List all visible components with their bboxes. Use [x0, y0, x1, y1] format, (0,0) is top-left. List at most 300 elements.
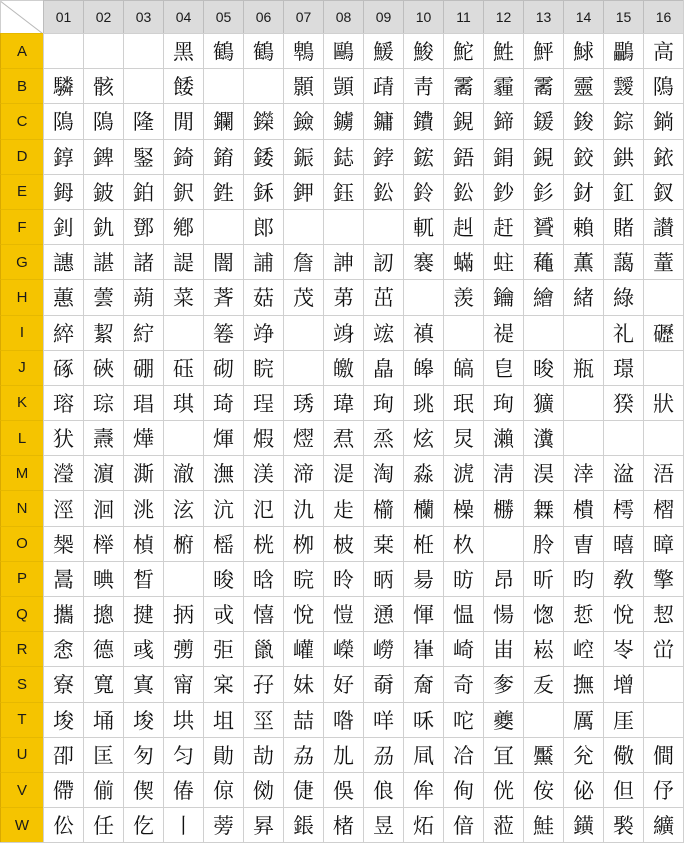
- grid-cell: 琪: [163, 385, 203, 420]
- grid-cell: 綷: [43, 315, 83, 350]
- grid-cell: 犾: [43, 420, 83, 455]
- grid-cell: 纊: [643, 807, 683, 842]
- row-header: P: [0, 561, 43, 596]
- grid-cell: 炫: [403, 420, 443, 455]
- column-header: 14: [563, 0, 603, 33]
- row-header: Q: [0, 596, 43, 631]
- grid-cell: 椝: [43, 526, 83, 561]
- grid-cell: 奓: [483, 666, 523, 701]
- grid-cell: 鮻: [403, 33, 443, 68]
- grid-cell: 涇: [43, 490, 83, 525]
- grid-cell: 嶸: [323, 631, 363, 666]
- grid-cell: 霾: [483, 68, 523, 103]
- grid-cell: 暲: [643, 526, 683, 561]
- grid-cell: 刕: [363, 737, 403, 772]
- grid-cell: 晙: [523, 350, 563, 385]
- grid-cell: 繪: [523, 279, 563, 314]
- grid-cell: 隆: [123, 103, 163, 138]
- grid-cell: 箞: [203, 315, 243, 350]
- grid-cell: [603, 420, 643, 455]
- grid-cell: 昂: [483, 561, 523, 596]
- grid-cell: [483, 526, 523, 561]
- grid-cell: 劦: [283, 737, 323, 772]
- grid-cell: 蕫: [643, 244, 683, 279]
- grid-cell: 睆: [243, 350, 283, 385]
- grid-cell: 竤: [363, 315, 403, 350]
- grid-cell: 倢: [283, 772, 323, 807]
- grid-cell: 悆: [43, 631, 83, 666]
- grid-cell: 丨: [163, 807, 203, 842]
- grid-cell: 鈆: [363, 174, 403, 209]
- grid-cell: 厲: [563, 702, 603, 737]
- grid-cell: [163, 315, 203, 350]
- grid-cell: 好: [323, 666, 363, 701]
- grid-cell: 闇: [203, 244, 243, 279]
- grid-cell: 鋿: [643, 103, 683, 138]
- grid-cell: 鋧: [443, 103, 483, 138]
- grid-cell: 砌: [203, 350, 243, 385]
- grid-cell: 愓: [483, 596, 523, 631]
- grid-cell: 郎: [243, 209, 283, 244]
- grid-cell: 洄: [83, 490, 123, 525]
- grid-cell: 釭: [603, 174, 643, 209]
- grid-cell: 禛: [403, 315, 443, 350]
- grid-cell: 紵: [123, 315, 163, 350]
- grid-cell: 羡: [443, 279, 483, 314]
- grid-cell: 欗: [403, 490, 443, 525]
- grid-cell: 寘: [123, 666, 163, 701]
- column-header: 11: [443, 0, 483, 33]
- grid-cell: 硺: [43, 350, 83, 385]
- grid-cell: 晙: [203, 561, 243, 596]
- grid-cell: 攜: [43, 596, 83, 631]
- grid-cell: 槢: [643, 490, 683, 525]
- row-header: R: [0, 631, 43, 666]
- grid-cell: 竫: [243, 315, 283, 350]
- column-header: 15: [603, 0, 643, 33]
- column-header: 10: [403, 0, 443, 33]
- grid-cell: 賭: [603, 209, 643, 244]
- grid-cell: 諸: [123, 244, 163, 279]
- grid-cell: [403, 279, 443, 314]
- grid-cell: 僀: [43, 772, 83, 807]
- grid-cell: 苐: [323, 279, 363, 314]
- grid-cell: 撫: [563, 666, 603, 701]
- grid-cell: [563, 315, 603, 350]
- grid-cell: 涬: [563, 455, 603, 490]
- grid-cell: 但: [603, 772, 643, 807]
- grid-cell: 泫: [163, 490, 203, 525]
- grid-cell: 賴: [563, 209, 603, 244]
- grid-cell: 甯: [163, 666, 203, 701]
- grid-cell: 鶴: [243, 33, 283, 68]
- grid-cell: 靑: [403, 68, 443, 103]
- grid-cell: 錗: [243, 139, 283, 174]
- grid-cell: 錞: [43, 139, 83, 174]
- grid-cell: 柀: [323, 526, 363, 561]
- grid-cell: 鈹: [83, 174, 123, 209]
- grid-cell: 鈬: [163, 174, 203, 209]
- grid-cell: 樻: [563, 490, 603, 525]
- grid-cell: 晪: [83, 561, 123, 596]
- grid-cell: [643, 702, 683, 737]
- grid-cell: 鷗: [323, 33, 363, 68]
- grid-cell: 煇: [203, 420, 243, 455]
- grid-cell: 橆: [523, 490, 563, 525]
- grid-cell: 琩: [123, 385, 163, 420]
- grid-cell: 伀: [43, 807, 83, 842]
- grid-cell: 靈: [563, 68, 603, 103]
- grid-cell: 咩: [363, 702, 403, 737]
- grid-cell: [43, 33, 83, 68]
- grid-cell: 德: [83, 631, 123, 666]
- grid-cell: 釤: [523, 174, 563, 209]
- grid-cell: 朎: [523, 526, 563, 561]
- grid-cell: 鐄: [563, 807, 603, 842]
- grid-cell: 訷: [323, 244, 363, 279]
- grid-cell: 鉀: [283, 174, 323, 209]
- grid-cell: 埇: [83, 702, 123, 737]
- grid-cell: 顥: [283, 68, 323, 103]
- column-header: 04: [163, 0, 203, 33]
- grid-cell: 皀: [483, 350, 523, 385]
- grid-cell: 鈔: [483, 174, 523, 209]
- row-header: L: [0, 420, 43, 455]
- grid-cell: 抦: [163, 596, 203, 631]
- grid-cell: 匀: [163, 737, 203, 772]
- grid-cell: 鉧: [43, 174, 83, 209]
- column-header: 06: [243, 0, 283, 33]
- grid-cell: 鑅: [243, 103, 283, 138]
- grid-cell: 凬: [403, 737, 443, 772]
- grid-cell: 曺: [563, 526, 603, 561]
- column-header: 16: [643, 0, 683, 33]
- grid-cell: 釮: [563, 174, 603, 209]
- grid-cell: [123, 68, 163, 103]
- column-header: 07: [283, 0, 323, 33]
- grid-cell: 嶗: [363, 631, 403, 666]
- grid-cell: 靕: [363, 68, 403, 103]
- grid-cell: 浯: [643, 455, 683, 490]
- grid-cell: [563, 385, 603, 420]
- grid-cell: 緒: [563, 279, 603, 314]
- grid-cell: 卲: [43, 737, 83, 772]
- grid-cell: 奇: [443, 666, 483, 701]
- grid-cell: 錍: [83, 139, 123, 174]
- grid-cell: 菇: [243, 279, 283, 314]
- grid-cell: [363, 209, 403, 244]
- grid-cell: 猤: [603, 385, 643, 420]
- grid-cell: 昕: [523, 561, 563, 596]
- grid-cell: 霱: [443, 68, 483, 103]
- grid-cell: 珣: [363, 385, 403, 420]
- row-header: A: [0, 33, 43, 68]
- grid-cell: 湜: [323, 455, 363, 490]
- grid-cell: 桄: [243, 526, 283, 561]
- row-header: S: [0, 666, 43, 701]
- grid-cell: 軏: [403, 209, 443, 244]
- grid-cell: 珵: [243, 385, 283, 420]
- grid-cell: 暿: [603, 526, 643, 561]
- grid-cell: 偆: [163, 772, 203, 807]
- grid-cell: 楨: [123, 526, 163, 561]
- grid-cell: 赶: [483, 209, 523, 244]
- row-header: G: [0, 244, 43, 279]
- grid-cell: 匇: [123, 737, 163, 772]
- grid-cell: 蕙: [43, 279, 83, 314]
- grid-cell: 絜: [83, 315, 123, 350]
- column-header: 05: [203, 0, 243, 33]
- grid-cell: 宲: [203, 666, 243, 701]
- grid-cell: 琇: [283, 385, 323, 420]
- grid-cell: 炻: [403, 807, 443, 842]
- grid-cell: 蒴: [123, 279, 163, 314]
- grid-cell: 洮: [123, 490, 163, 525]
- grid-cell: 隝: [643, 68, 683, 103]
- grid-cell: 淼: [403, 455, 443, 490]
- grid-cell: 蒡: [203, 807, 243, 842]
- grid-cell: 砡: [163, 350, 203, 385]
- grid-cell: 璟: [603, 350, 643, 385]
- column-header: 01: [43, 0, 83, 33]
- grid-cell: 崎: [443, 631, 483, 666]
- grid-cell: 瑢: [43, 385, 83, 420]
- grid-cell: 鉌: [243, 174, 283, 209]
- grid-cell: 厓: [603, 702, 643, 737]
- grid-cell: 淸: [483, 455, 523, 490]
- grid-cell: 薫: [563, 244, 603, 279]
- grid-cell: 淘: [363, 455, 403, 490]
- grid-cell: 赳: [443, 209, 483, 244]
- grid-cell: 昜: [403, 561, 443, 596]
- grid-cell: 歨: [323, 490, 363, 525]
- grid-cell: 榉: [83, 526, 123, 561]
- grid-cell: 慂: [363, 596, 403, 631]
- grid-cell: 鐱: [283, 103, 323, 138]
- grid-cell: 悊: [563, 596, 603, 631]
- grid-cell: 寬: [83, 666, 123, 701]
- grid-cell: 餧: [163, 68, 203, 103]
- row-header: H: [0, 279, 43, 314]
- grid-cell: 煆: [243, 420, 283, 455]
- grid-cell: 鉑: [123, 174, 163, 209]
- grid-cell: 恝: [643, 596, 683, 631]
- grid-cell: 昤: [323, 561, 363, 596]
- grid-cell: 揵: [123, 596, 163, 631]
- grid-cell: 暠: [43, 561, 83, 596]
- grid-cell: 俍: [363, 772, 403, 807]
- grid-cell: 崆: [563, 631, 603, 666]
- grid-cell: 鋕: [323, 139, 363, 174]
- grid-cell: 昀: [563, 561, 603, 596]
- grid-cell: 鮃: [523, 33, 563, 68]
- grid-cell: 鋹: [283, 807, 323, 842]
- grid-cell: 閒: [163, 103, 203, 138]
- grid-cell: 珣: [483, 385, 523, 420]
- column-header: 02: [83, 0, 123, 33]
- grid-cell: 錥: [203, 139, 243, 174]
- grid-cell: 埈: [43, 702, 83, 737]
- grid-cell: 儆: [603, 737, 643, 772]
- grid-cell: 咜: [443, 702, 483, 737]
- grid-cell: 奣: [363, 666, 403, 701]
- grid-cell: 鵯: [283, 33, 323, 68]
- grid-cell: 鸓: [603, 33, 643, 68]
- grid-cell: 讃: [643, 209, 683, 244]
- grid-cell: 坥: [203, 702, 243, 737]
- grid-cell: 銥: [643, 139, 683, 174]
- grid-cell: 釗: [43, 209, 83, 244]
- column-header: 03: [123, 0, 163, 33]
- grid-cell: 悅: [603, 596, 643, 631]
- grid-cell: 琮: [83, 385, 123, 420]
- grid-cell: 瀅: [43, 455, 83, 490]
- grid-cell: 楮: [323, 807, 363, 842]
- grid-cell: 劜: [323, 737, 363, 772]
- grid-cell: 綠: [603, 279, 643, 314]
- grid-cell: 沆: [203, 490, 243, 525]
- grid-cell: 諶: [83, 244, 123, 279]
- grid-cell: 琦: [203, 385, 243, 420]
- grid-cell: 栣: [403, 526, 443, 561]
- grid-cell: 冾: [443, 737, 483, 772]
- grid-cell: 焄: [323, 420, 363, 455]
- grid-cell: 鑭: [203, 103, 243, 138]
- grid-cell: 侊: [483, 772, 523, 807]
- grid-cell: 坙: [243, 702, 283, 737]
- grid-cell: 隝: [43, 103, 83, 138]
- grid-cell: 茁: [363, 279, 403, 314]
- grid-cell: 烝: [363, 420, 403, 455]
- grid-cell: 皜: [443, 350, 483, 385]
- grid-cell: 霱: [523, 68, 563, 103]
- grid-cell: 峃: [643, 631, 683, 666]
- grid-cell: [563, 420, 603, 455]
- grid-cell: 鶴: [203, 33, 243, 68]
- grid-cell: 俁: [323, 772, 363, 807]
- grid-cell: 蕓: [83, 279, 123, 314]
- grid-cell: 鐪: [323, 103, 363, 138]
- grid-cell: 禔: [483, 315, 523, 350]
- grid-cell: 鈆: [443, 174, 483, 209]
- grid-cell: [83, 33, 123, 68]
- grid-cell: 鐨: [403, 103, 443, 138]
- grid-cell: 燁: [123, 420, 163, 455]
- grid-cell: 樗: [603, 490, 643, 525]
- grid-cell: 匡: [83, 737, 123, 772]
- grid-cell: 濵: [83, 455, 123, 490]
- grid-cell: 皦: [323, 350, 363, 385]
- grid-cell: 偣: [443, 807, 483, 842]
- grid-cell: 錡: [163, 139, 203, 174]
- grid-cell: 硤: [83, 350, 123, 385]
- grid-cell: 枽: [363, 526, 403, 561]
- grid-cell: 喆: [283, 702, 323, 737]
- grid-cell: 誧: [243, 244, 283, 279]
- grid-cell: [643, 420, 683, 455]
- grid-cell: 萕: [203, 279, 243, 314]
- grid-cell: 劼: [243, 737, 283, 772]
- row-header: D: [0, 139, 43, 174]
- grid-cell: 侚: [443, 772, 483, 807]
- grid-cell: [523, 315, 563, 350]
- grid-cell: 鋠: [283, 139, 323, 174]
- grid-cell: [203, 68, 243, 103]
- grid-cell: 埈: [123, 702, 163, 737]
- grid-cell: 茂: [283, 279, 323, 314]
- grid-cell: 兊: [563, 737, 603, 772]
- grid-cell: 蘒: [523, 244, 563, 279]
- grid-cell: 黶: [523, 737, 563, 772]
- grid-cell: 蛀: [483, 244, 523, 279]
- grid-cell: 珉: [443, 385, 483, 420]
- grid-cell: 叐: [523, 666, 563, 701]
- grid-cell: 崧: [523, 631, 563, 666]
- grid-cell: 渼: [243, 455, 283, 490]
- row-header: V: [0, 772, 43, 807]
- grid-cell: 訒: [363, 244, 403, 279]
- grid-cell: 獷: [523, 385, 563, 420]
- grid-cell: 冝: [483, 737, 523, 772]
- grid-cell: 鮏: [483, 33, 523, 68]
- grid-cell: 孖: [243, 666, 283, 701]
- grid-cell: [323, 209, 363, 244]
- grid-cell: [163, 561, 203, 596]
- grid-cell: 喒: [323, 702, 363, 737]
- row-header: M: [0, 455, 43, 490]
- grid-cell: 昉: [443, 561, 483, 596]
- grid-cell: 晳: [123, 561, 163, 596]
- row-header: O: [0, 526, 43, 561]
- grid-cell: 偂: [83, 772, 123, 807]
- grid-cell: 淲: [443, 455, 483, 490]
- grid-cell: 僴: [643, 737, 683, 772]
- grid-cell: 鄧: [123, 209, 163, 244]
- grid-cell: 氿: [283, 490, 323, 525]
- grid-cell: 鉸: [563, 139, 603, 174]
- grid-cell: 佖: [563, 772, 603, 807]
- grid-cell: 侔: [403, 772, 443, 807]
- grid-cell: 釚: [83, 209, 123, 244]
- grid-cell: 彧: [123, 631, 163, 666]
- grid-cell: 杦: [443, 526, 483, 561]
- grid-cell: 狀: [643, 385, 683, 420]
- grid-cell: 瑋: [323, 385, 363, 420]
- grid-cell: 錝: [603, 103, 643, 138]
- grid-cell: 偰: [123, 772, 163, 807]
- row-header: J: [0, 350, 43, 385]
- grid-cell: 蟎: [443, 244, 483, 279]
- grid-cell: [123, 33, 163, 68]
- grid-cell: 硼: [123, 350, 163, 385]
- row-header: E: [0, 174, 43, 209]
- grid-cell: 妹: [283, 666, 323, 701]
- grid-cell: 熤: [283, 420, 323, 455]
- grid-cell: 鈺: [323, 174, 363, 209]
- grid-cell: 伃: [643, 772, 683, 807]
- grid-cell: 垬: [163, 702, 203, 737]
- grid-cell: 增: [603, 666, 643, 701]
- grid-cell: 鍰: [523, 103, 563, 138]
- grid-cell: 愷: [323, 596, 363, 631]
- grid-cell: 擎: [643, 561, 683, 596]
- grid-cell: 任: [83, 807, 123, 842]
- grid-cell: 嵂: [403, 631, 443, 666]
- grid-cell: 黑: [163, 33, 203, 68]
- row-header: B: [0, 68, 43, 103]
- grid-cell: 淏: [523, 455, 563, 490]
- grid-cell: 骸: [83, 68, 123, 103]
